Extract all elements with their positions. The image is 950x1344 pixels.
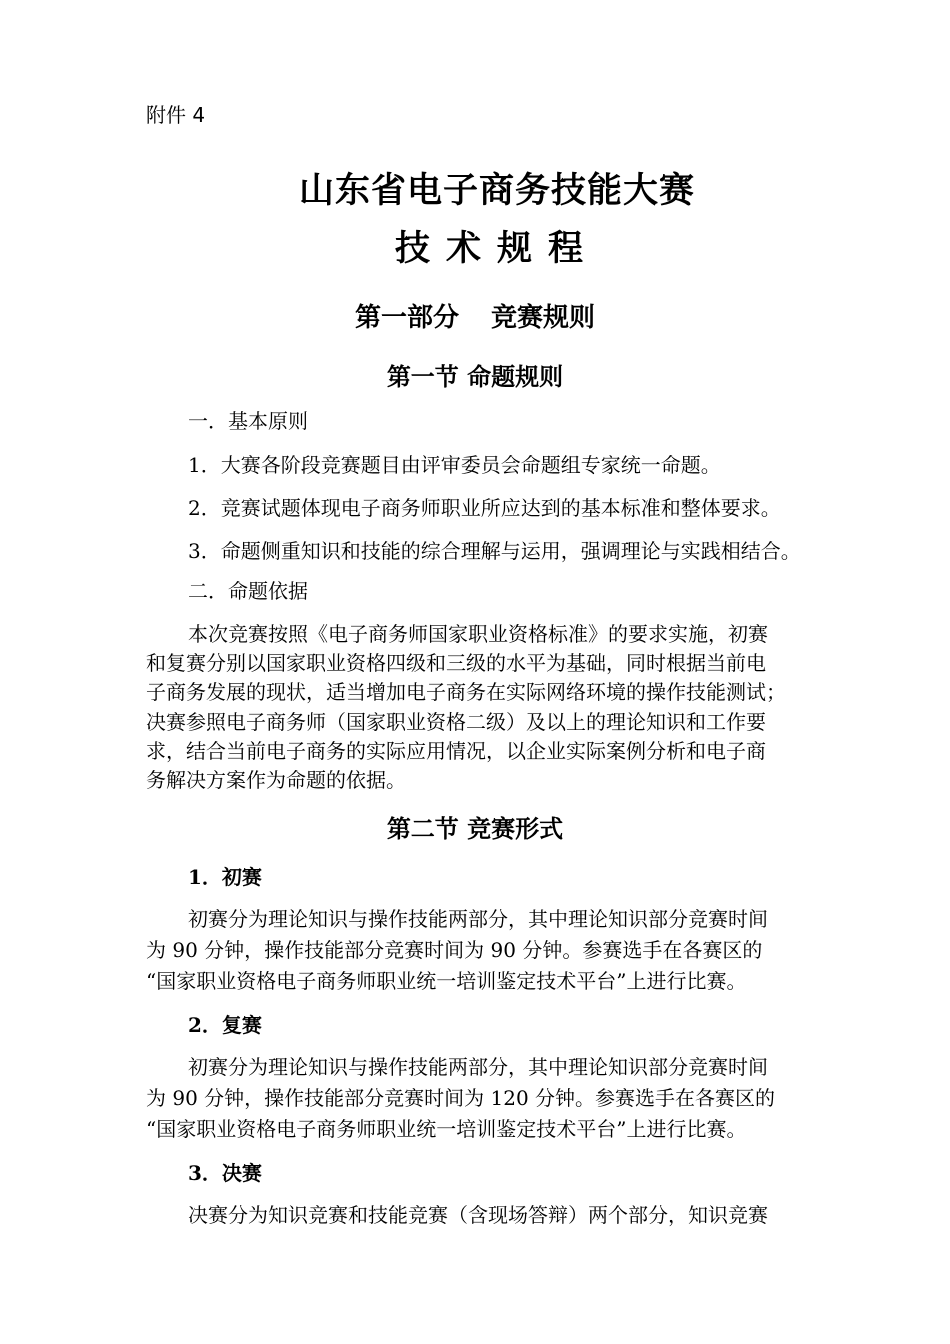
heading-semifinal-round: 2．复赛 [188,1013,262,1037]
section-title-competition-format: 第二节 竞赛形式 [386,815,564,843]
heading-proposition-basis: 二．命题依据 [188,579,308,603]
paragraph-semifinal-round [146,1052,852,1145]
document-title-line1: 山东省电子商务技能大赛 [298,171,695,211]
paragraph-line: 为 90 分钟，操作技能部分竞赛时间为 120 分钟。参赛选手在各赛区的 [146,1086,776,1110]
document-title-line2: 技术规程 [394,229,599,269]
part-name: 竞赛规则 [491,303,596,333]
paragraph-line: 初赛分为理论知识与操作技能两部分，其中理论知识部分竞赛时间 [188,1055,768,1079]
paragraph-line: 决赛参照电子商务师（国家职业资格二级）及以上的理论知识和工作要 [146,709,766,734]
principle-item: 3．命题侧重知识和技能的综合理解与运用，强调理论与实践相结合。 [188,539,801,563]
paragraph-final-round [146,1200,852,1230]
paragraph-line: 子商务发展的现状，适当增加电子商务在实际网络环境的操作技能测试； [146,680,786,705]
section-title-proposition: 第一节 命题规则 [386,363,564,391]
principle-item: 1．大赛各阶段竞赛题目由评审委员会命题组专家统一命题。 [188,453,721,477]
part-title [0,300,950,336]
heading-basic-principles: 一．基本原则 [188,409,308,433]
part-number: 第一部分 [354,303,459,333]
heading-final-round: 3．决赛 [188,1161,262,1185]
paragraph-line: 本次竞赛按照《电子商务师国家职业资格标准》的要求实施，初赛 [188,622,768,646]
heading-preliminary-round: 1．初赛 [188,865,262,889]
attachment-label: 附件 4 [146,103,206,127]
paragraph-line: “国家职业资格电子商务师职业统一培训鉴定技术平台”上进行比赛。 [146,1117,747,1141]
paragraph-proposition-basis [146,620,852,795]
paragraph-line: 决赛分为知识竞赛和技能竞赛（含现场答辩）两个部分，知识竞赛 [188,1203,768,1227]
paragraph-line: 为 90 分钟，操作技能部分竞赛时间为 90 分钟。参赛选手在各赛区的 [146,938,763,962]
paragraph-line: 初赛分为理论知识与操作技能两部分，其中理论知识部分竞赛时间 [188,907,768,931]
paragraph-line: 和复赛分别以国家职业资格四级和三级的水平为基础，同时根据当前电 [146,651,766,676]
paragraph-line: “国家职业资格电子商务师职业统一培训鉴定技术平台”上进行比赛。 [146,969,747,993]
paragraph-line: 求，结合当前电子商务的实际应用情况，以企业实际案例分析和电子商 [146,738,766,763]
paragraph-line: 务解决方案作为命题的依据。 [146,767,406,792]
paragraph-preliminary-round [146,904,852,997]
principle-item: 2．竞赛试题体现电子商务师职业所应达到的基本标准和整体要求。 [188,496,781,520]
